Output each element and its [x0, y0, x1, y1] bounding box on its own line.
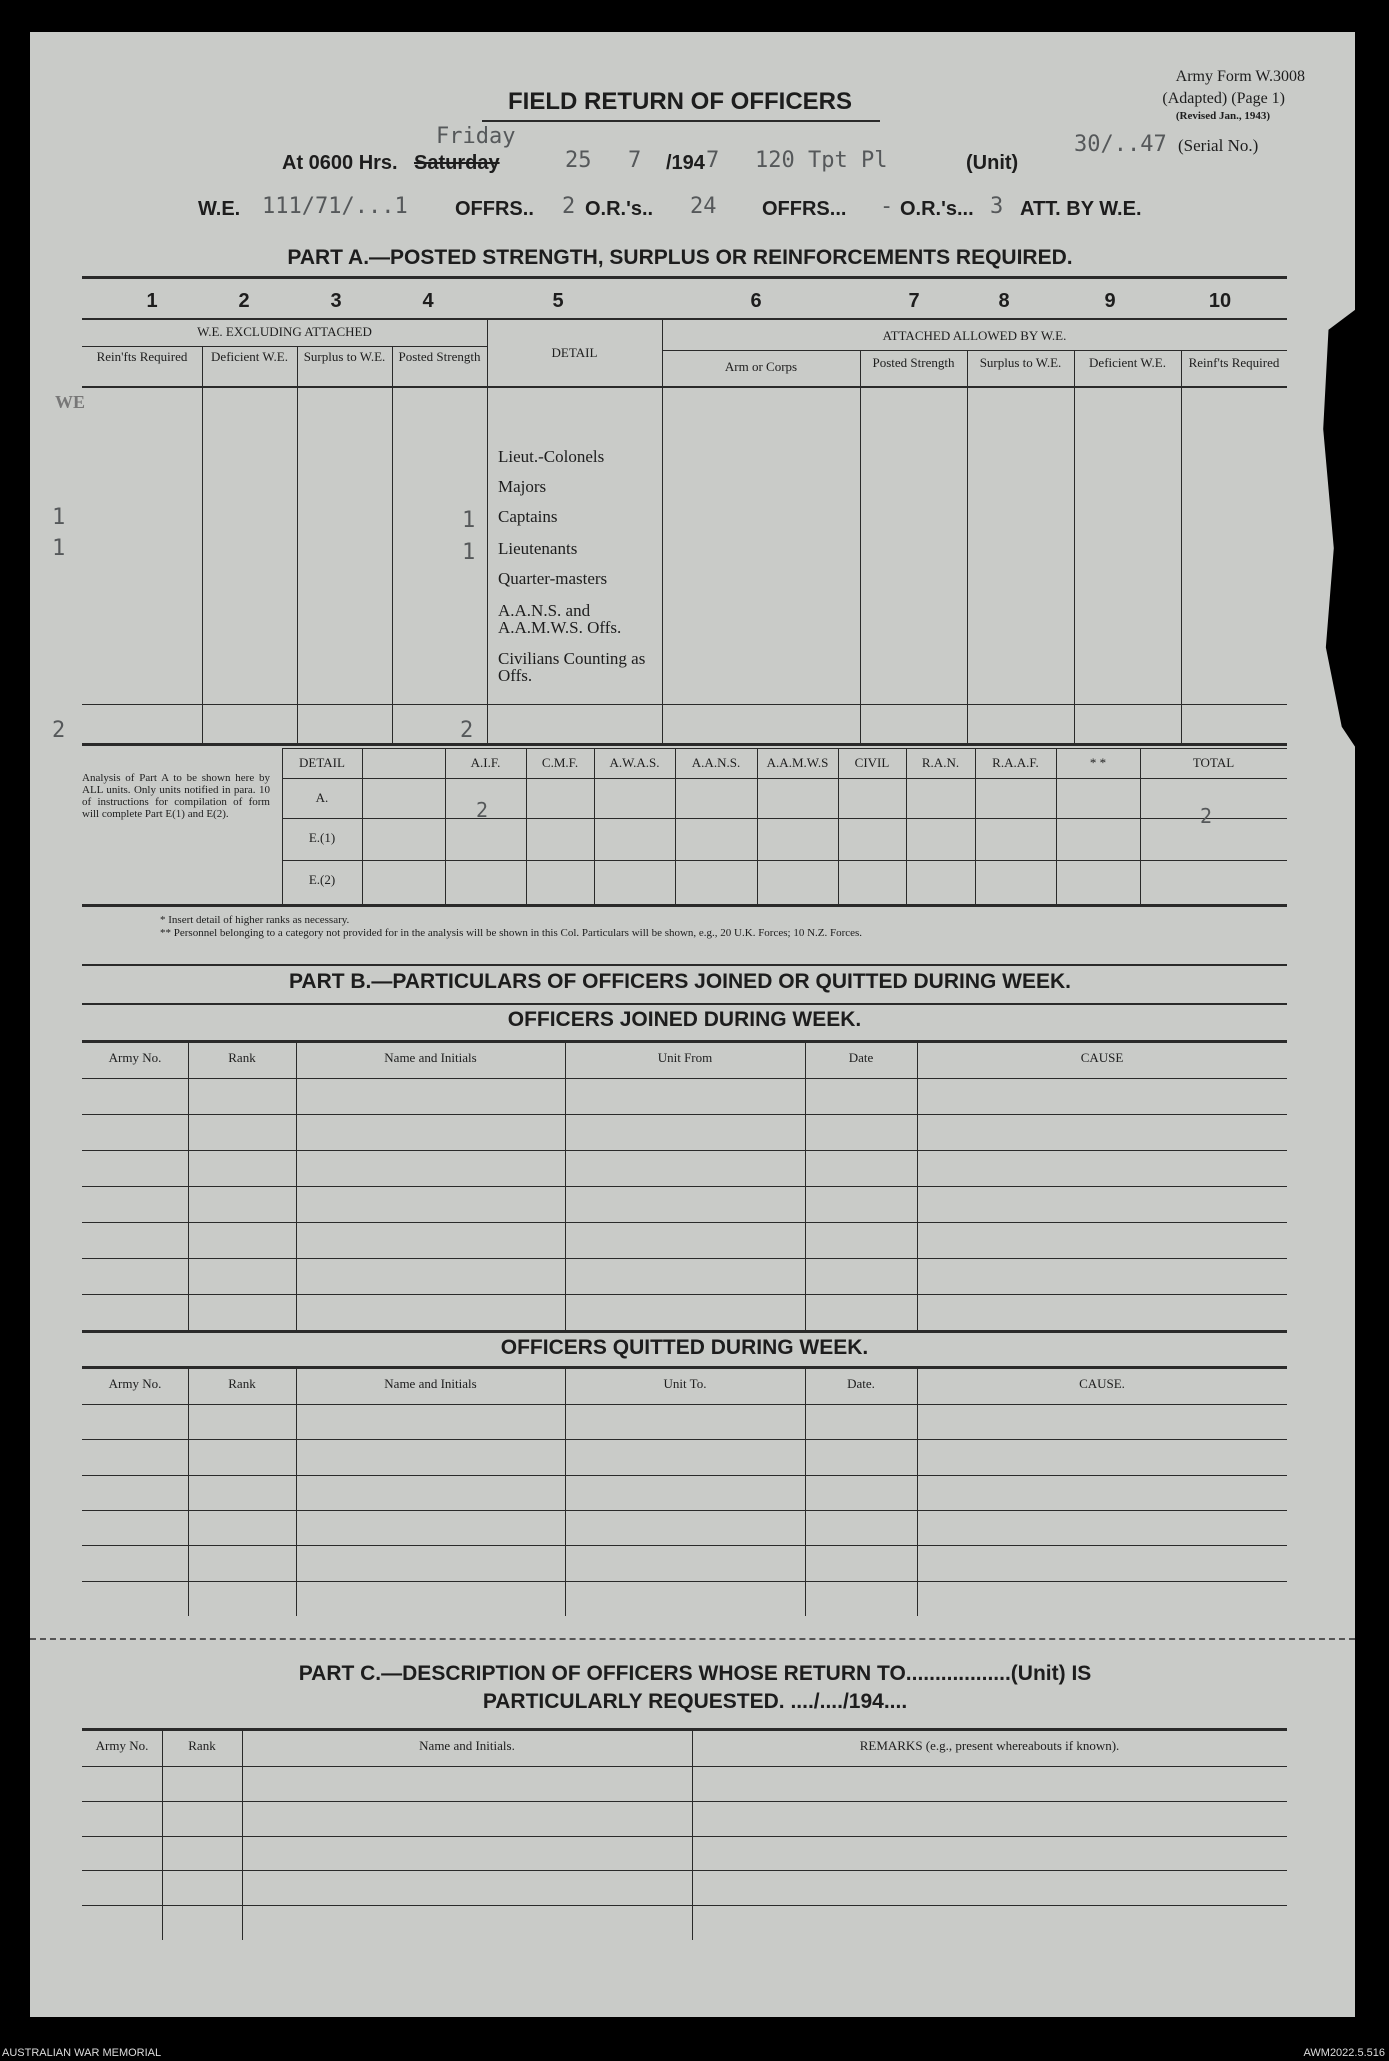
joined-col-line-1	[188, 1040, 189, 1330]
form-adapted: (Adapted) (Page 1)	[1162, 90, 1285, 107]
analysis-header-0: DETAIL	[299, 755, 345, 770]
quitted-header-2: Name and Initials	[384, 1376, 477, 1391]
analysis-note: Analysis of Part A to be shown here by ALL units. Only units notified in para. 10 of instructions for compilation of form will complete Part E(1) and E(2).	[82, 772, 270, 820]
offrs-value: 2	[562, 194, 576, 219]
offrs2-label: OFFRS...	[762, 198, 847, 220]
column-header-8: Surplus to W.E.	[979, 355, 1062, 370]
analysis-header-9: R.A.A.F.	[992, 755, 1039, 770]
part-a-col-line-1	[202, 346, 203, 743]
analysis-header-11: TOTAL	[1192, 755, 1235, 770]
analysis-header-10: * *	[1089, 755, 1107, 770]
quitted-row-rule-1	[82, 1439, 1287, 1440]
part-a-col-line-6	[860, 350, 861, 743]
analysis-col-line-10	[1056, 748, 1057, 904]
partc-top-rule	[82, 1728, 1287, 1731]
analysis-row-2: E.(2)	[308, 872, 336, 887]
quitted-header-5: CAUSE.	[1079, 1376, 1125, 1391]
quitted-header-4: Date.	[847, 1376, 875, 1391]
we-label: W.E.	[198, 198, 241, 220]
partc-header-rule	[82, 1766, 1287, 1767]
detail-row-2: Captains	[498, 507, 558, 526]
column-header-10: Reinf'ts Required	[1188, 355, 1280, 370]
analysis-header-8: R.A.N.	[921, 755, 960, 770]
analysis-row-rule-2	[282, 860, 1287, 861]
column-number-10: 10	[1208, 290, 1232, 312]
analysis-row-1: E.(1)	[308, 830, 336, 845]
quitted-col-line-5	[917, 1366, 918, 1616]
analysis-col-line-7	[838, 748, 839, 904]
analysis-header-4: A.W.A.S.	[609, 755, 660, 770]
quitted-col-line-3	[565, 1366, 566, 1616]
year-suffix: 7	[706, 148, 720, 173]
analysis-col-line-6	[757, 748, 758, 904]
column-number-4: 4	[422, 290, 434, 312]
analysis-col-line-2	[445, 748, 446, 904]
column-number-2: 2	[238, 290, 250, 312]
serial-label: (Serial No.)	[1178, 136, 1259, 155]
analysis-aif-a: 2	[476, 798, 489, 822]
joined-row-rule-3	[82, 1186, 1287, 1187]
part-b-title: PART B.—PARTICULARS OF OFFICERS JOINED OR QUITTED DURING WEEK.	[288, 970, 1072, 993]
col1-total: 2	[52, 718, 66, 743]
detail-row-4: Quarter-masters	[498, 569, 608, 588]
part-a-bottom-rule	[82, 743, 1287, 746]
unit-value: 120 Tpt Pl	[755, 148, 888, 173]
analysis-col-line-3	[526, 748, 527, 904]
joined-header-1: Rank	[228, 1050, 256, 1065]
col1-lieutenants: 1	[52, 536, 66, 561]
quitted-col-line-2	[296, 1366, 297, 1616]
quitted-row-rule-5	[82, 1581, 1287, 1582]
analysis-row-0: A.	[315, 790, 329, 805]
quitted-row-rule-2	[82, 1475, 1287, 1476]
quitted-col-line-4	[805, 1366, 806, 1616]
ors-label: O.R.'s..	[585, 198, 654, 220]
column-number-1: 1	[146, 290, 158, 312]
partc-header-2: Name and Initials.	[419, 1738, 515, 1753]
analysis-header-6: A.A.M.W.S	[766, 755, 829, 770]
detail-row-5: A.A.N.S. and A.A.M.W.S. Offs.	[498, 601, 622, 637]
analysis-col-line-8	[906, 748, 907, 904]
typed-day: Friday	[436, 124, 516, 149]
detail-row-3: Lieutenants	[498, 539, 578, 558]
joined-row-rule-1	[82, 1114, 1287, 1115]
part-a-top-rule	[82, 276, 1287, 279]
column-header-1: Rein'fts Required	[96, 349, 188, 364]
partc-header-0: Army No.	[95, 1738, 149, 1753]
date-month: 7	[628, 148, 642, 173]
col4-lieutenants: 1	[462, 540, 476, 565]
part-a-col-line-2	[297, 346, 298, 743]
quitted-row-rule-4	[82, 1545, 1287, 1546]
offrs-label: OFFRS..	[455, 198, 534, 220]
analysis-bottom-rule	[82, 904, 1287, 907]
analysis-header-3: C.M.F.	[541, 755, 579, 770]
date-day: 25	[565, 148, 592, 173]
part-a-title: PART A.—POSTED STRENGTH, SURPLUS OR REINFORCEMENTS REQUIRED.	[287, 246, 1073, 269]
quitted-row-rule-3	[82, 1510, 1287, 1511]
unit-label: (Unit)	[966, 152, 1019, 174]
quitted-title: OFFICERS QUITTED DURING WEEK.	[500, 1336, 869, 1359]
perforation-line	[30, 1638, 1355, 1640]
form-id: Army Form W.3008	[1175, 68, 1305, 85]
col4-total: 2	[460, 718, 474, 743]
footer-left: AUSTRALIAN WAR MEMORIAL	[2, 2047, 162, 2059]
at-hrs-label: At 0600 Hrs.	[282, 152, 398, 174]
part-a-col-line-9	[1181, 350, 1182, 743]
detail-row-1: Majors	[498, 477, 547, 496]
column-header-7: Posted Strength	[872, 355, 955, 370]
part-a-body-top-rule	[82, 386, 1287, 388]
analysis-header-7: CIVIL	[854, 755, 890, 770]
column-number-8: 8	[998, 290, 1010, 312]
footnote-2: ** Personnel belonging to a category not provided for in the analysis will be shown in this Col. Particulars will be shown, e.g., 20 U.K. Forces; 10 N.Z. Forces.	[160, 927, 863, 939]
footnote-rule	[82, 964, 1287, 966]
column-number-9: 9	[1104, 290, 1116, 312]
column-header-4: Posted Strength	[398, 349, 481, 364]
ors-value: 24	[690, 194, 717, 219]
partc-row-rule-1	[82, 1801, 1287, 1802]
partc-header-1: Rank	[188, 1738, 216, 1753]
joined-header-0: Army No.	[108, 1050, 162, 1065]
analysis-header-rule	[282, 778, 1287, 779]
col4-captains: 1	[462, 508, 476, 533]
we-sub-rule	[82, 346, 487, 347]
joined-row-rule-5	[82, 1258, 1287, 1259]
joined-row-rule-6	[82, 1294, 1287, 1295]
analysis-header-2: A.I.F.	[470, 755, 501, 770]
quitted-header-1: Rank	[228, 1376, 256, 1391]
analysis-total-a: 2	[1200, 804, 1213, 828]
detail-row-0: Lieut.-Colonels	[498, 447, 605, 466]
partc-header-3: REMARKS (e.g., present whereabouts if known).	[859, 1738, 1120, 1753]
serial-value: 30/..47	[1074, 132, 1167, 157]
part-a-col-line-8	[1074, 350, 1075, 743]
joined-row-rule-4	[82, 1222, 1287, 1223]
analysis-header-5: A.A.N.S.	[691, 755, 741, 770]
att-sub-rule	[662, 350, 1287, 351]
joined-row-rule-2	[82, 1150, 1287, 1151]
quitted-top-rule	[82, 1330, 1287, 1333]
quitted-header-3: Unit To.	[663, 1376, 707, 1391]
footnote-1: * Insert detail of higher ranks as necessary.	[160, 914, 350, 926]
column-number-7: 7	[908, 290, 920, 312]
column-header-9: Deficient W.E.	[1089, 355, 1166, 370]
joined-title: OFFICERS JOINED DURING WEEK.	[507, 1008, 862, 1031]
quitted-top-rule	[82, 1366, 1287, 1369]
we-excluding-label: W.E. EXCLUDING ATTACHED	[197, 324, 372, 339]
column-header-3: Surplus to W.E.	[303, 349, 386, 364]
we-value: 111/71/...1	[262, 194, 408, 219]
joined-col-line-3	[565, 1040, 566, 1330]
joined-header-3: Unit From	[657, 1050, 713, 1065]
ors2-value: 3	[990, 194, 1004, 219]
att-label: ATT. BY W.E.	[1020, 198, 1142, 220]
offrs2-value: -	[880, 194, 894, 219]
form-revised: (Revised Jan., 1943)	[1175, 110, 1270, 122]
partc-col-line-1	[162, 1728, 163, 1940]
analysis-col-line-1	[362, 748, 363, 904]
part-b-rule	[82, 1003, 1287, 1005]
analysis-top-rule	[282, 748, 1287, 749]
joined-header-4: Date	[848, 1050, 874, 1065]
analysis-col-line-11	[1140, 748, 1141, 904]
part-a-col-line-5	[662, 320, 663, 743]
column-number-5: 5	[552, 290, 564, 312]
margin-we: WE	[55, 392, 86, 412]
analysis-row-rule-1	[282, 818, 1287, 819]
joined-header-2: Name and Initials	[384, 1050, 477, 1065]
detail-row-6: Civilians Counting as Offs.	[498, 649, 646, 685]
column-number-3: 3	[330, 290, 342, 312]
analysis-col-line-4	[594, 748, 595, 904]
quitted-col-line-1	[188, 1366, 189, 1616]
column-header-5: DETAIL	[551, 345, 598, 360]
total-row-rule	[82, 704, 1287, 705]
attached-allowed-label: ATTACHED ALLOWED BY W.E.	[882, 328, 1067, 343]
year-prefix: /194	[666, 152, 705, 174]
partc-row-rule-2	[82, 1836, 1287, 1837]
column-number-6: 6	[750, 290, 762, 312]
part-a-col-line-4	[487, 320, 488, 743]
partc-row-rule-4	[82, 1905, 1287, 1906]
joined-col-line-4	[805, 1040, 806, 1330]
part-a-header-rule	[82, 318, 1287, 320]
analysis-col-line-9	[975, 748, 976, 904]
column-header-6: Arm or Corps	[724, 359, 798, 374]
col1-captains: 1	[52, 505, 66, 530]
partc-col-line-3	[692, 1728, 693, 1940]
title-underline	[482, 120, 880, 122]
joined-top-rule	[82, 1040, 1287, 1043]
joined-col-line-2	[296, 1040, 297, 1330]
joined-header-rule	[82, 1078, 1287, 1079]
column-header-2: Deficient W.E.	[211, 349, 288, 364]
page-title: FIELD RETURN OF OFFICERS	[508, 88, 852, 115]
part-c-title-1: PART C.—DESCRIPTION OF OFFICERS WHOSE RETURN TO..................(Unit) IS	[298, 1662, 1092, 1685]
ors2-label: O.R.'s...	[900, 198, 974, 220]
partc-row-rule-3	[82, 1870, 1287, 1871]
footer-right: AWM2022.5.516	[1303, 2047, 1385, 2059]
quitted-header-rule	[82, 1404, 1287, 1405]
part-a-col-line-3	[392, 346, 393, 743]
printed-day: Saturday	[414, 152, 500, 174]
part-c-title-2: PARTICULARLY REQUESTED. ..../..../194....	[482, 1690, 908, 1713]
quitted-header-0: Army No.	[108, 1376, 162, 1391]
joined-col-line-5	[917, 1040, 918, 1330]
part-a-col-line-7	[967, 350, 968, 743]
partc-col-line-2	[242, 1728, 243, 1940]
joined-header-5: CAUSE	[1080, 1050, 1124, 1065]
analysis-col-line-5	[675, 748, 676, 904]
